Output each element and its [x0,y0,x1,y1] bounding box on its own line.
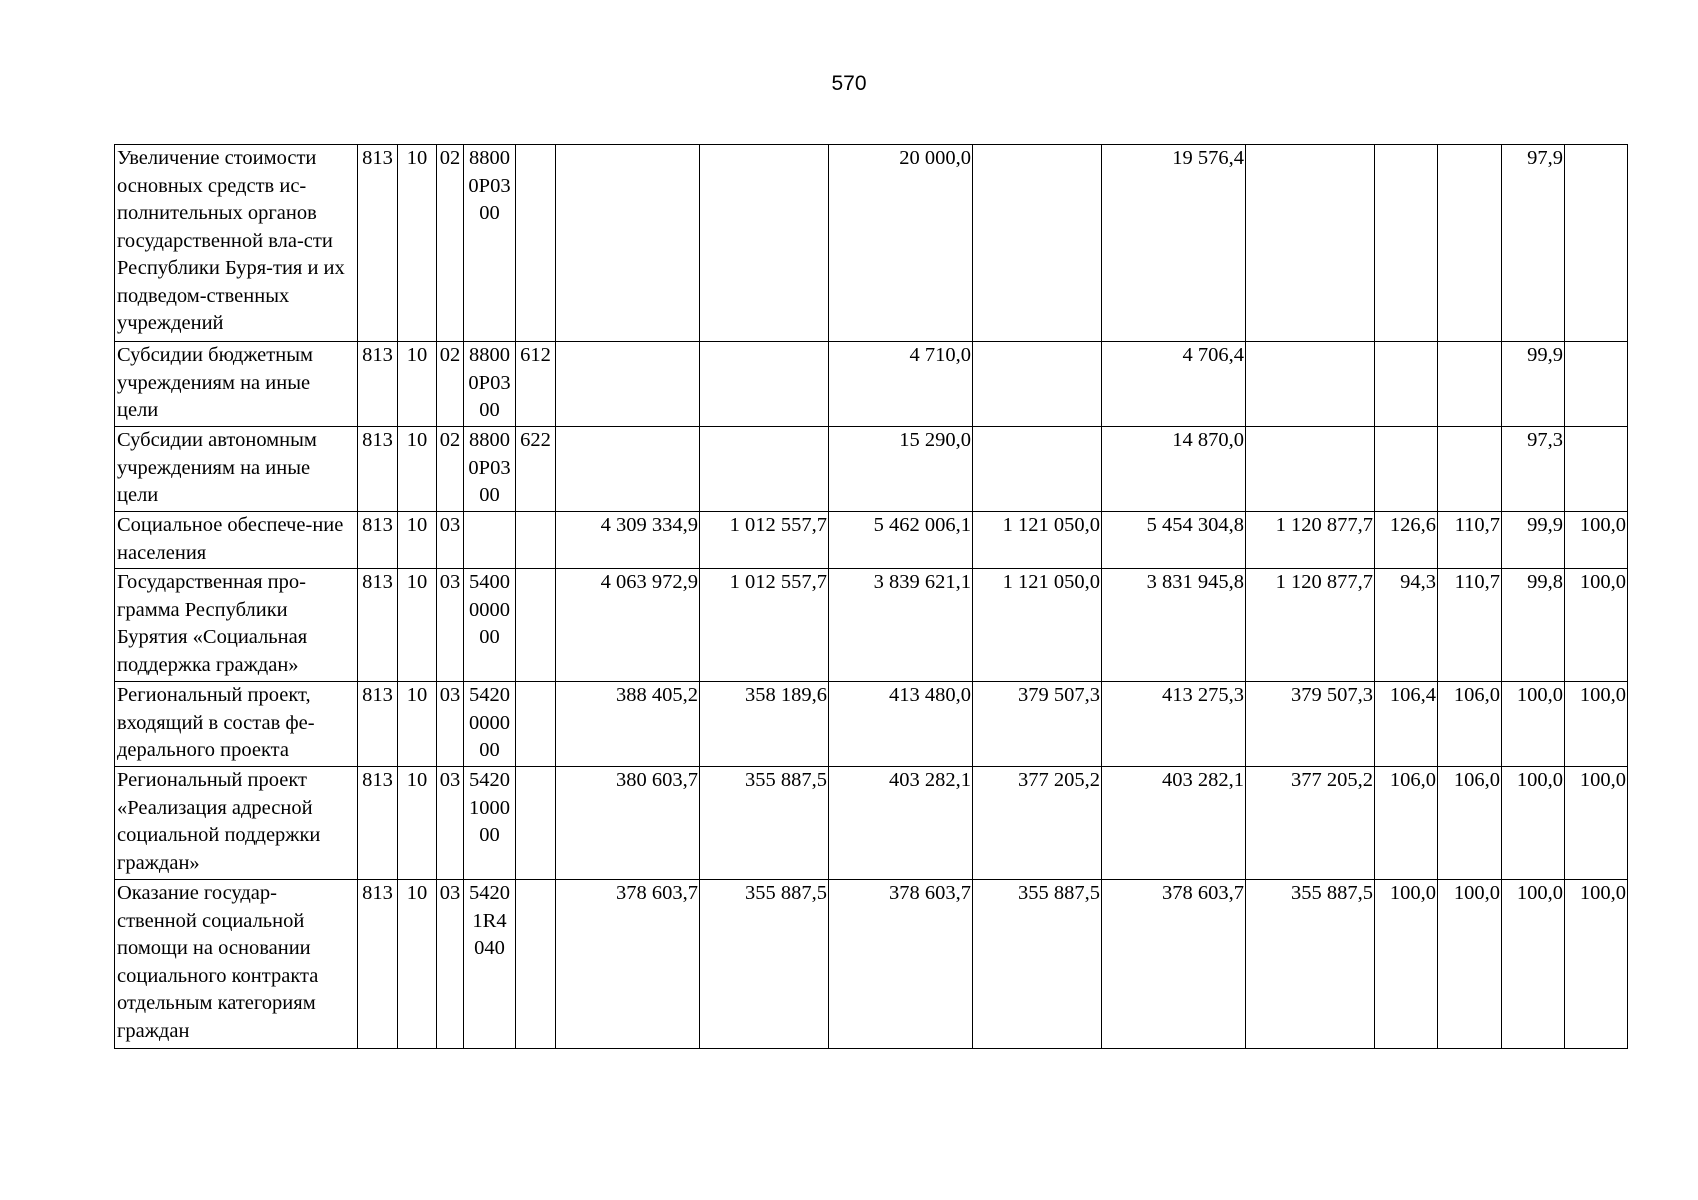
value-1 [556,427,700,512]
page-number: 570 [831,72,867,95]
value-4: 1 121 050,0 [973,569,1102,682]
value-6: 377 205,2 [1246,767,1375,880]
percent-3: 99,8 [1502,569,1565,682]
value-1 [556,145,700,342]
section-code: 10 [398,682,437,767]
section-code: 10 [398,512,437,569]
value-4: 1 121 050,0 [973,512,1102,569]
section-code: 10 [398,145,437,342]
percent-3: 99,9 [1502,342,1565,427]
section-code: 10 [398,427,437,512]
expense-type-code [516,880,556,1049]
percent-1: 106,0 [1375,767,1438,880]
percent-4 [1565,342,1628,427]
section-code: 10 [398,569,437,682]
ved-code: 813 [358,342,398,427]
row-name: Региональный проект, входящий в состав фе-дерального проекта [115,682,358,767]
value-1: 380 603,7 [556,767,700,880]
percent-2: 110,7 [1438,569,1502,682]
value-1: 4 063 972,9 [556,569,700,682]
value-2 [700,427,829,512]
table-row [115,682,1628,767]
expense-type-code: 612 [516,342,556,427]
value-2: 358 189,6 [700,682,829,767]
value-6 [1246,427,1375,512]
percent-1: 100,0 [1375,880,1438,1049]
expense-type-code: 622 [516,427,556,512]
value-4: 379 507,3 [973,682,1102,767]
percent-4 [1565,427,1628,512]
percent-2 [1438,427,1502,512]
value-6 [1246,342,1375,427]
percent-1 [1375,342,1438,427]
subsection-code: 02 [437,427,464,512]
table-row [115,569,1628,682]
target-article-code: 8800 0P03 00 [464,342,516,427]
table-row [115,342,1628,427]
row-name: Региональный проект «Реализация адресной социальной поддержки граждан» [115,767,358,880]
row-name: Оказание государ-ственной социальной помощи на основании социального контракта отдельным категориям граждан [115,880,358,1049]
value-6: 379 507,3 [1246,682,1375,767]
value-3: 20 000,0 [829,145,973,342]
value-6: 1 120 877,7 [1246,512,1375,569]
expense-type-code [516,512,556,569]
percent-4: 100,0 [1565,512,1628,569]
subsection-code: 03 [437,682,464,767]
value-4 [973,427,1102,512]
ved-code: 813 [358,427,398,512]
ved-code: 813 [358,767,398,880]
budget-table [114,144,1628,1049]
percent-2 [1438,342,1502,427]
percent-1: 94,3 [1375,569,1438,682]
subsection-code: 03 [437,767,464,880]
value-5: 14 870,0 [1102,427,1246,512]
percent-3: 100,0 [1502,682,1565,767]
ved-code: 813 [358,512,398,569]
value-4 [973,145,1102,342]
subsection-code: 03 [437,569,464,682]
target-article-code: 5400 0000 00 [464,569,516,682]
table-row [115,880,1628,1049]
percent-3: 99,9 [1502,512,1565,569]
percent-4: 100,0 [1565,682,1628,767]
value-5: 403 282,1 [1102,767,1246,880]
target-article-code [464,512,516,569]
value-3: 413 480,0 [829,682,973,767]
value-1: 4 309 334,9 [556,512,700,569]
percent-3: 97,3 [1502,427,1565,512]
value-3: 5 462 006,1 [829,512,973,569]
table-row [115,512,1628,569]
value-3: 403 282,1 [829,767,973,880]
percent-4: 100,0 [1565,569,1628,682]
percent-2: 110,7 [1438,512,1502,569]
table-row [115,145,1628,342]
row-name: Государственная про-грамма Республики Бурятия «Социальная поддержка граждан» [115,569,358,682]
percent-2: 100,0 [1438,880,1502,1049]
value-5: 5 454 304,8 [1102,512,1246,569]
expense-type-code [516,145,556,342]
row-name: Субсидии автономным учреждениям на иные цели [115,427,358,512]
ved-code: 813 [358,145,398,342]
value-5: 4 706,4 [1102,342,1246,427]
value-2: 355 887,5 [700,880,829,1049]
value-2 [700,145,829,342]
section-code: 10 [398,767,437,880]
row-name: Увеличение стоимости основных средств ис-полнительных органов государственной вла-сти Республики Буря-тия и их подведом-ственных учреждений [115,145,358,342]
expense-type-code [516,569,556,682]
value-6: 1 120 877,7 [1246,569,1375,682]
value-2: 1 012 557,7 [700,512,829,569]
target-article-code: 8800 0P03 00 [464,427,516,512]
value-5: 378 603,7 [1102,880,1246,1049]
percent-3: 100,0 [1502,767,1565,880]
target-article-code: 8800 0P03 00 [464,145,516,342]
target-article-code: 5420 1000 00 [464,767,516,880]
subsection-code: 03 [437,880,464,1049]
percent-1 [1375,427,1438,512]
percent-3: 100,0 [1502,880,1565,1049]
percent-1 [1375,145,1438,342]
ved-code: 813 [358,880,398,1049]
value-3: 3 839 621,1 [829,569,973,682]
value-1: 378 603,7 [556,880,700,1049]
value-3: 4 710,0 [829,342,973,427]
value-6: 355 887,5 [1246,880,1375,1049]
section-code: 10 [398,342,437,427]
percent-2 [1438,145,1502,342]
value-4: 355 887,5 [973,880,1102,1049]
table-row [115,427,1628,512]
value-5: 413 275,3 [1102,682,1246,767]
row-name: Субсидии бюджетным учреждениям на иные цели [115,342,358,427]
percent-1: 126,6 [1375,512,1438,569]
table-body [115,145,1628,1049]
value-2: 355 887,5 [700,767,829,880]
subsection-code: 03 [437,512,464,569]
value-1 [556,342,700,427]
percent-4 [1565,145,1628,342]
value-3: 15 290,0 [829,427,973,512]
target-article-code: 5420 0000 00 [464,682,516,767]
value-5: 19 576,4 [1102,145,1246,342]
value-4: 377 205,2 [973,767,1102,880]
ved-code: 813 [358,682,398,767]
value-2 [700,342,829,427]
section-code: 10 [398,880,437,1049]
value-5: 3 831 945,8 [1102,569,1246,682]
expense-type-code [516,767,556,880]
percent-4: 100,0 [1565,767,1628,880]
subsection-code: 02 [437,145,464,342]
percent-2: 106,0 [1438,767,1502,880]
percent-1: 106,4 [1375,682,1438,767]
value-2: 1 012 557,7 [700,569,829,682]
row-name: Социальное обеспече-ние населения [115,512,358,569]
value-3: 378 603,7 [829,880,973,1049]
percent-2: 106,0 [1438,682,1502,767]
value-1: 388 405,2 [556,682,700,767]
percent-4: 100,0 [1565,880,1628,1049]
subsection-code: 02 [437,342,464,427]
expense-type-code [516,682,556,767]
ved-code: 813 [358,569,398,682]
target-article-code: 5420 1R4 040 [464,880,516,1049]
value-4 [973,342,1102,427]
table-row [115,767,1628,880]
value-6 [1246,145,1375,342]
percent-3: 97,9 [1502,145,1565,342]
